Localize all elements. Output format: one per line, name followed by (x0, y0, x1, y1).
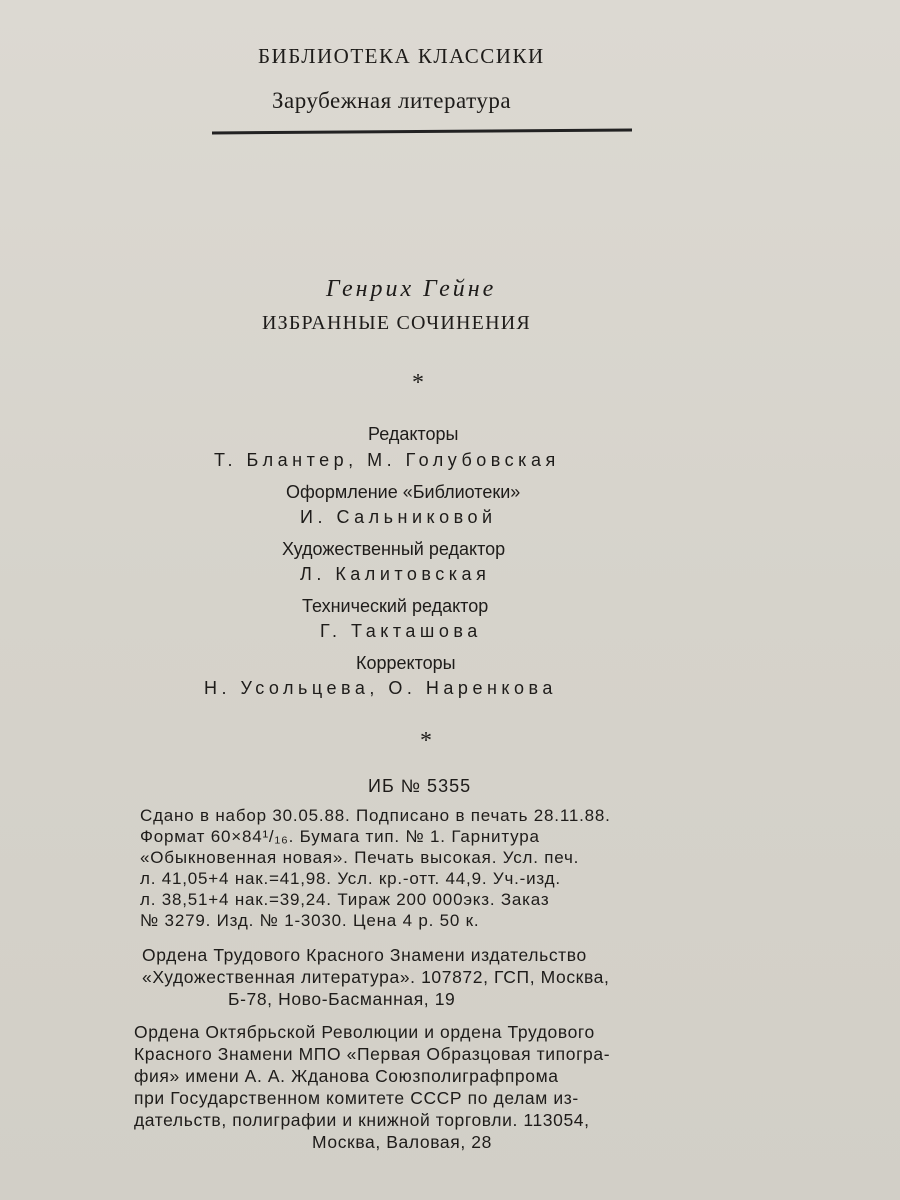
credit-role: Редакторы (368, 424, 459, 444)
credit-name: Т. Блантер, М. Голубовская (214, 450, 560, 470)
separator-asterisk: * (420, 728, 432, 754)
author-name: Генрих Гейне (326, 276, 497, 302)
publisher-line: Ордена Трудового Красного Знамени издательство (142, 945, 587, 965)
credit-name: Г. Такташова (320, 621, 482, 641)
publisher-line: Б-78, Ново-Басманная, 19 (228, 989, 456, 1009)
imprint-line: «Обыкновенная новая». Печать высокая. Усл. печ. (140, 848, 580, 867)
credit-role: Оформление «Библиотеки» (286, 482, 521, 502)
separator-asterisk: * (412, 370, 424, 396)
publisher-line: «Художественная литература». 107872, ГСП, Москва, (142, 967, 610, 987)
printer-line: дательств, полиграфии и книжной торговли. 113054, (134, 1110, 590, 1130)
series-subtitle: Зарубежная литература (272, 88, 512, 113)
imprint-line: Сдано в набор 30.05.88. Подписано в печать 28.11.88. (140, 806, 611, 825)
credit-role: Технический редактор (302, 596, 489, 616)
series-title: БИБЛИОТЕКА КЛАССИКИ (258, 44, 545, 68)
printer-line: фия» имени А. А. Жданова Союзполиграфпрома (134, 1066, 559, 1086)
imprint-line: № 3279. Изд. № 1-3030. Цена 4 р. 50 к. (140, 911, 480, 930)
ib-number: ИБ № 5355 (368, 776, 472, 796)
imprint-line: л. 38,51+4 нак.=39,24. Тираж 200 000экз. Заказ (140, 890, 550, 909)
imprint-line: л. 41,05+4 нак.=41,98. Усл. кр.-отт. 44,9. Уч.-изд. (140, 869, 561, 888)
credit-name: Н. Усольцева, О. Наренкова (204, 678, 557, 698)
imprint-line: Формат 60×84¹/₁₆. Бумага тип. № 1. Гарнитура (140, 827, 540, 846)
credit-name: И. Сальниковой (300, 507, 497, 527)
header-rule (212, 129, 632, 135)
printer-line: при Государственном комитете СССР по делам из- (134, 1088, 579, 1108)
credit-role: Художественный редактор (282, 539, 506, 559)
printer-line: Красного Знамени МПО «Первая Образцовая типогра- (134, 1044, 611, 1064)
credit-name: Л. Калитовская (300, 564, 491, 584)
work-title: ИЗБРАННЫЕ СОЧИНЕНИЯ (262, 312, 531, 334)
printer-line: Москва, Валовая, 28 (312, 1132, 492, 1152)
credit-role: Корректоры (356, 653, 456, 673)
printer-line: Ордена Октябрьской Революции и ордена Трудового (134, 1022, 595, 1042)
